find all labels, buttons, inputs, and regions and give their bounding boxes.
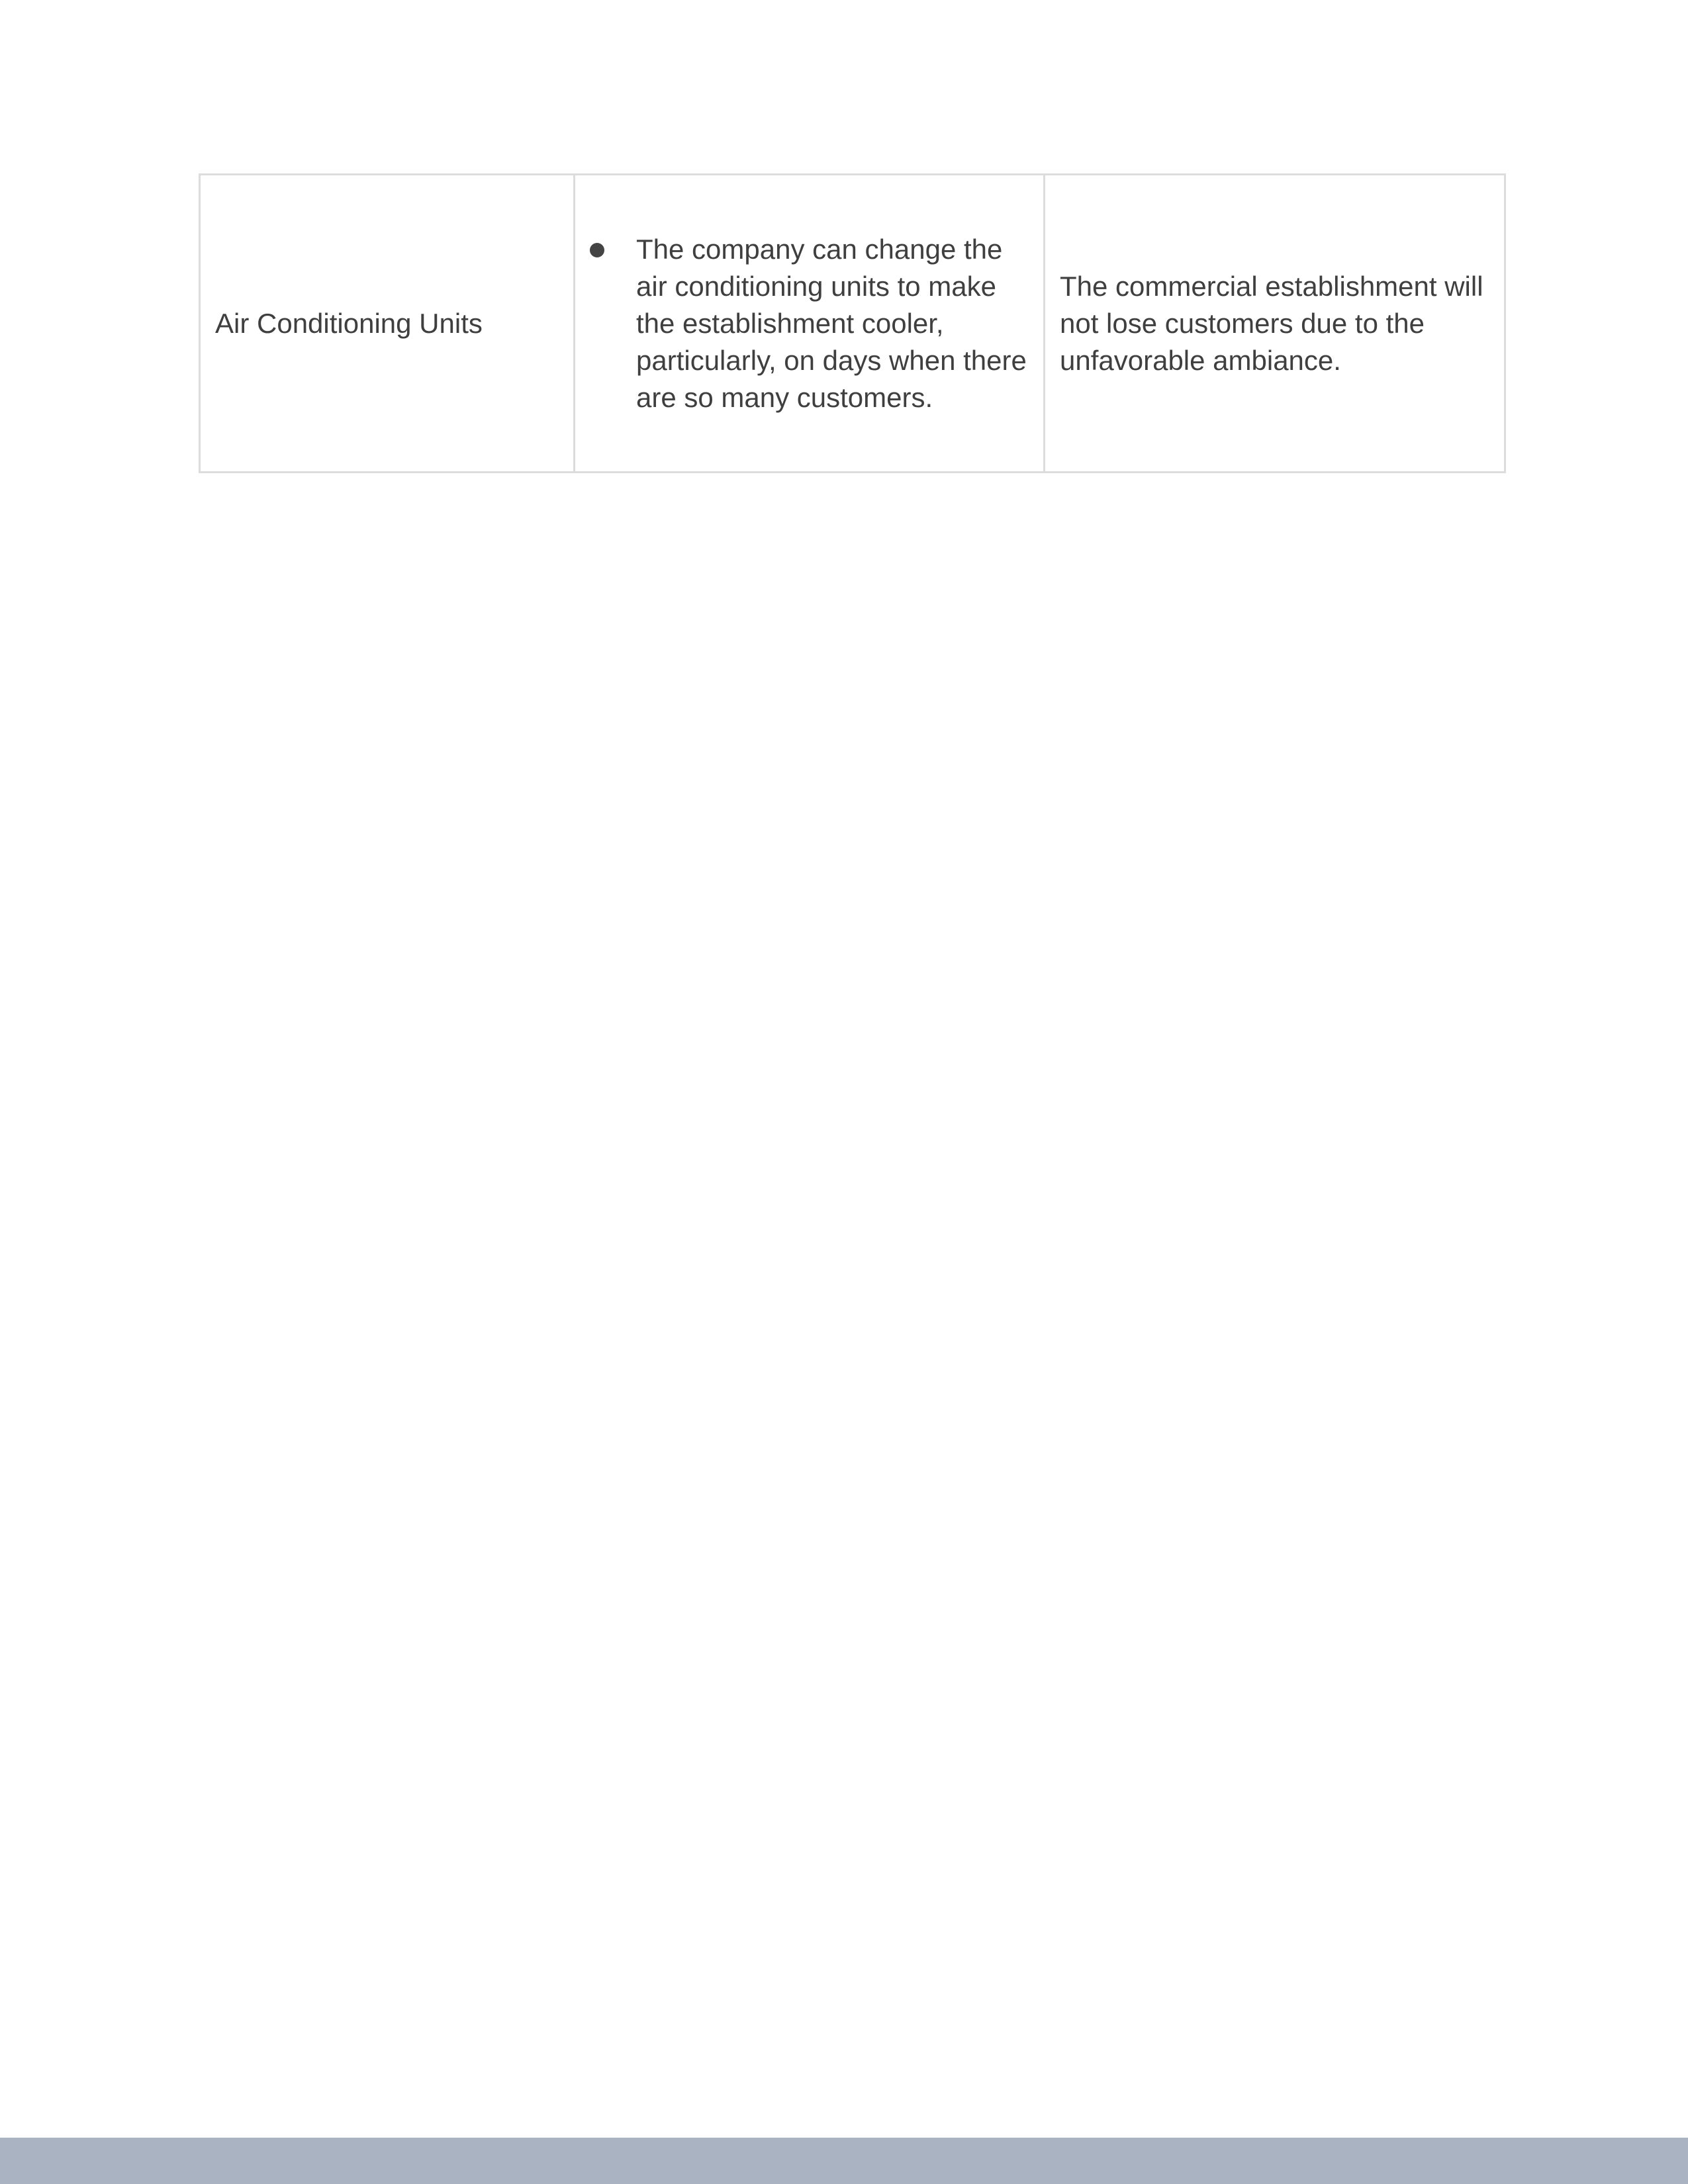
action-text: The company can change the air conditioning units to make the establishment cooler, particularly, on days when there are so many customers.: [636, 233, 1027, 413]
bullet-dot-icon: [590, 243, 604, 257]
table-cell-item: [200, 175, 575, 473]
table-row: [200, 175, 1505, 473]
footer-bar: [0, 2138, 1688, 2184]
table-cell-benefit: [1045, 175, 1505, 473]
benefit-text: The commercial establishment will not lose customers due to the unfavorable ambiance.: [1060, 270, 1483, 376]
table-cell-action: [575, 175, 1045, 473]
item-label: Air Conditioning Units: [215, 307, 483, 339]
action-bullet-list: [590, 231, 1029, 416]
content-table: [199, 173, 1506, 473]
list-item: [590, 231, 1029, 416]
